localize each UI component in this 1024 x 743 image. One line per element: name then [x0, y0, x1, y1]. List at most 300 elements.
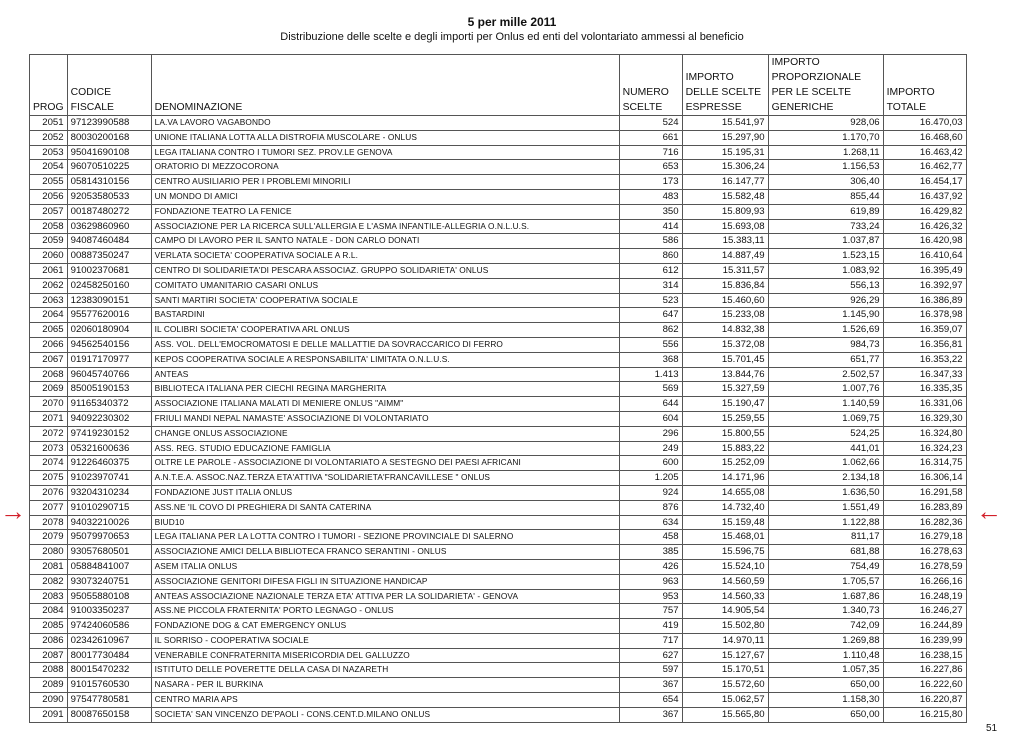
cell-importo-generiche: 306,40 — [768, 175, 883, 190]
header-prog: PROG — [30, 55, 68, 116]
table-row — [30, 308, 967, 323]
cell-codice-fiscale: 93204310234 — [67, 485, 151, 500]
cell-denominazione: SOCIETA' SAN VINCENZO DE'PAOLI - CONS.CENT.D.MILANO ONLUS — [151, 707, 619, 722]
cell-denominazione: CAMPO DI LAVORO PER IL SANTO NATALE - DON CARLO DONATI — [151, 234, 619, 249]
cell-importo-espresse: 15.883,22 — [682, 441, 768, 456]
cell-importo-totale: 16.266,16 — [883, 574, 966, 589]
cell-numero-scelte: 597 — [619, 663, 682, 678]
cell-prog: 2082 — [30, 574, 68, 589]
table-row — [30, 116, 967, 131]
document-title: 5 per mille 2011 — [467, 15, 557, 29]
table-row — [30, 323, 967, 338]
cell-importo-generiche: 754,49 — [768, 559, 883, 574]
cell-prog: 2066 — [30, 337, 68, 352]
cell-codice-fiscale: 05321600636 — [67, 441, 151, 456]
cell-importo-generiche: 1.057,35 — [768, 663, 883, 678]
cell-codice-fiscale: 02458250160 — [67, 278, 151, 293]
table-row — [30, 130, 967, 145]
table-row — [30, 530, 967, 545]
cell-prog: 2071 — [30, 411, 68, 426]
table-row — [30, 426, 967, 441]
cell-numero-scelte: 296 — [619, 426, 682, 441]
cell-importo-generiche: 441,01 — [768, 441, 883, 456]
cell-numero-scelte: 569 — [619, 382, 682, 397]
header-denominazione: DENOMINAZIONE — [151, 55, 619, 116]
cell-denominazione: CENTRO DI SOLIDARIETA'DI PESCARA ASSOCIAZ. GRUPPO SOLIDARIETA' ONLUS — [151, 263, 619, 278]
cell-denominazione: BASTARDINI — [151, 308, 619, 323]
table-row — [30, 189, 967, 204]
cell-importo-espresse: 15.383,11 — [682, 234, 768, 249]
cell-codice-fiscale: 91002370681 — [67, 263, 151, 278]
cell-denominazione: A.N.T.E.A. ASSOC.NAZ.TERZA ETA'ATTIVA "SOLIDARIETA'FRANCAVILLESE " ONLUS — [151, 471, 619, 486]
cell-importo-espresse: 14.560,59 — [682, 574, 768, 589]
cell-importo-generiche: 1.062,66 — [768, 456, 883, 471]
cell-numero-scelte: 647 — [619, 308, 682, 323]
cell-numero-scelte: 612 — [619, 263, 682, 278]
header-numero-scelte: NUMERO SCELTE — [619, 55, 682, 116]
cell-importo-espresse: 14.832,38 — [682, 323, 768, 338]
cell-denominazione: CENTRO AUSILIARIO PER I PROBLEMI MINORILI — [151, 175, 619, 190]
cell-numero-scelte: 367 — [619, 678, 682, 693]
cell-denominazione: ASSOCIAZIONE GENITORI DIFESA FIGLI IN SITUAZIONE HANDICAP — [151, 574, 619, 589]
table-row — [30, 352, 967, 367]
cell-numero-scelte: 757 — [619, 604, 682, 619]
cell-numero-scelte: 963 — [619, 574, 682, 589]
cell-importo-generiche: 651,77 — [768, 352, 883, 367]
cell-denominazione: SANTI MARTIRI SOCIETA' COOPERATIVA SOCIALE — [151, 293, 619, 308]
cell-importo-generiche: 1.122,88 — [768, 515, 883, 530]
cell-importo-totale: 16.238,15 — [883, 648, 966, 663]
cell-importo-espresse: 15.297,90 — [682, 130, 768, 145]
cell-numero-scelte: 661 — [619, 130, 682, 145]
table-row — [30, 693, 967, 708]
cell-denominazione: ANTEAS — [151, 367, 619, 382]
cell-codice-fiscale: 05814310156 — [67, 175, 151, 190]
cell-codice-fiscale: 97419230152 — [67, 426, 151, 441]
cell-prog: 2084 — [30, 604, 68, 619]
table-row — [30, 574, 967, 589]
cell-denominazione: VENERABILE CONFRATERNITA MISERICORDIA DEL GALLUZZO — [151, 648, 619, 663]
table-row — [30, 145, 967, 160]
cell-prog: 2081 — [30, 559, 68, 574]
cell-codice-fiscale: 02342610967 — [67, 633, 151, 648]
cell-codice-fiscale: 85005190153 — [67, 382, 151, 397]
cell-importo-totale: 16.324,23 — [883, 441, 966, 456]
cell-importo-espresse: 15.372,08 — [682, 337, 768, 352]
cell-prog: 2062 — [30, 278, 68, 293]
cell-prog: 2073 — [30, 441, 68, 456]
table-row — [30, 515, 967, 530]
cell-importo-totale: 16.347,33 — [883, 367, 966, 382]
cell-prog: 2051 — [30, 116, 68, 131]
cell-importo-espresse: 15.468,01 — [682, 530, 768, 545]
cell-importo-generiche: 928,06 — [768, 116, 883, 131]
cell-prog: 2054 — [30, 160, 68, 175]
cell-importo-espresse: 15.502,80 — [682, 619, 768, 634]
cell-numero-scelte: 419 — [619, 619, 682, 634]
cell-importo-totale: 16.426,32 — [883, 219, 966, 234]
table-row — [30, 249, 967, 264]
cell-prog: 2061 — [30, 263, 68, 278]
cell-prog: 2091 — [30, 707, 68, 722]
cell-numero-scelte: 556 — [619, 337, 682, 352]
cell-codice-fiscale: 91165340372 — [67, 397, 151, 412]
cell-importo-espresse: 15.062,57 — [682, 693, 768, 708]
cell-importo-totale: 16.279,18 — [883, 530, 966, 545]
cell-importo-espresse: 15.460,60 — [682, 293, 768, 308]
cell-importo-espresse: 14.732,40 — [682, 500, 768, 515]
cell-importo-generiche: 619,89 — [768, 204, 883, 219]
cell-importo-generiche: 926,29 — [768, 293, 883, 308]
cell-codice-fiscale: 05884841007 — [67, 559, 151, 574]
cell-numero-scelte: 862 — [619, 323, 682, 338]
cell-denominazione: BIBLIOTECA ITALIANA PER CIECHI REGINA MARGHERITA — [151, 382, 619, 397]
cell-importo-totale: 16.359,07 — [883, 323, 966, 338]
cell-denominazione: ASS. VOL. DELL'EMOCROMATOSI E DELLE MALLATTIE DA SOVRACCARICO DI FERRO — [151, 337, 619, 352]
cell-codice-fiscale: 80087650158 — [67, 707, 151, 722]
cell-numero-scelte: 716 — [619, 145, 682, 160]
cell-importo-espresse: 15.170,51 — [682, 663, 768, 678]
cell-codice-fiscale: 94562540156 — [67, 337, 151, 352]
table-row — [30, 707, 967, 722]
cell-prog: 2088 — [30, 663, 68, 678]
arrow-left-icon: ← — [976, 496, 1002, 526]
cell-importo-generiche: 1.069,75 — [768, 411, 883, 426]
cell-prog: 2075 — [30, 471, 68, 486]
cell-prog: 2079 — [30, 530, 68, 545]
cell-importo-totale: 16.437,92 — [883, 189, 966, 204]
cell-codice-fiscale: 95079970653 — [67, 530, 151, 545]
table-row — [30, 160, 967, 175]
cell-importo-espresse: 16.147,77 — [682, 175, 768, 190]
table-row — [30, 382, 967, 397]
cell-importo-totale: 16.420,98 — [883, 234, 966, 249]
cell-numero-scelte: 653 — [619, 160, 682, 175]
cell-importo-totale: 16.353,22 — [883, 352, 966, 367]
cell-importo-espresse: 14.655,08 — [682, 485, 768, 500]
cell-numero-scelte: 350 — [619, 204, 682, 219]
cell-importo-totale: 16.306,14 — [883, 471, 966, 486]
cell-codice-fiscale: 01917170977 — [67, 352, 151, 367]
table-body — [30, 116, 967, 723]
cell-numero-scelte: 426 — [619, 559, 682, 574]
cell-numero-scelte: 524 — [619, 116, 682, 131]
cell-codice-fiscale: 80017730484 — [67, 648, 151, 663]
cell-numero-scelte: 314 — [619, 278, 682, 293]
cell-codice-fiscale: 12383090151 — [67, 293, 151, 308]
cell-denominazione: BIUD10 — [151, 515, 619, 530]
cell-prog: 2080 — [30, 545, 68, 560]
cell-importo-espresse: 15.541,97 — [682, 116, 768, 131]
cell-importo-generiche: 1.340,73 — [768, 604, 883, 619]
cell-importo-generiche: 811,17 — [768, 530, 883, 545]
cell-importo-generiche: 1.268,11 — [768, 145, 883, 160]
cell-denominazione: UNIONE ITALIANA LOTTA ALLA DISTROFIA MUSCOLARE - ONLUS — [151, 130, 619, 145]
cell-prog: 2060 — [30, 249, 68, 264]
cell-codice-fiscale: 00187480272 — [67, 204, 151, 219]
cell-importo-totale: 16.378,98 — [883, 308, 966, 323]
cell-numero-scelte: 627 — [619, 648, 682, 663]
table-row — [30, 663, 967, 678]
cell-importo-espresse: 15.596,75 — [682, 545, 768, 560]
cell-importo-totale: 16.248,19 — [883, 589, 966, 604]
cell-prog: 2085 — [30, 619, 68, 634]
cell-denominazione: FONDAZIONE TEATRO LA FENICE — [151, 204, 619, 219]
cell-prog: 2059 — [30, 234, 68, 249]
cell-denominazione: CENTRO MARIA APS — [151, 693, 619, 708]
table-row — [30, 500, 967, 515]
cell-importo-generiche: 1.170,70 — [768, 130, 883, 145]
cell-importo-generiche: 1.140,59 — [768, 397, 883, 412]
cell-importo-espresse: 14.905,54 — [682, 604, 768, 619]
cell-prog: 2067 — [30, 352, 68, 367]
table-row — [30, 604, 967, 619]
cell-codice-fiscale: 93073240751 — [67, 574, 151, 589]
cell-numero-scelte: 368 — [619, 352, 682, 367]
cell-numero-scelte: 173 — [619, 175, 682, 190]
cell-denominazione: UN MONDO DI AMICI — [151, 189, 619, 204]
cell-importo-totale: 16.239,99 — [883, 633, 966, 648]
cell-importo-totale: 16.468,60 — [883, 130, 966, 145]
cell-denominazione: LA.VA LAVORO VAGABONDO — [151, 116, 619, 131]
cell-importo-totale: 16.429,82 — [883, 204, 966, 219]
cell-importo-generiche: 1.551,49 — [768, 500, 883, 515]
cell-numero-scelte: 367 — [619, 707, 682, 722]
cell-prog: 2058 — [30, 219, 68, 234]
cell-importo-espresse: 15.572,60 — [682, 678, 768, 693]
cell-importo-totale: 16.331,06 — [883, 397, 966, 412]
table-row — [30, 234, 967, 249]
cell-numero-scelte: 458 — [619, 530, 682, 545]
cell-importo-totale: 16.395,49 — [883, 263, 966, 278]
cell-prog: 2065 — [30, 323, 68, 338]
cell-importo-totale: 16.324,80 — [883, 426, 966, 441]
cell-denominazione: ASS. REG. STUDIO EDUCAZIONE FAMIGLIA — [151, 441, 619, 456]
cell-importo-espresse: 14.560,33 — [682, 589, 768, 604]
cell-importo-espresse: 15.233,08 — [682, 308, 768, 323]
cell-importo-totale: 16.215,80 — [883, 707, 966, 722]
cell-numero-scelte: 1.205 — [619, 471, 682, 486]
cell-importo-espresse: 15.127,67 — [682, 648, 768, 663]
cell-importo-totale: 16.278,63 — [883, 545, 966, 560]
cell-numero-scelte: 414 — [619, 219, 682, 234]
cell-denominazione: ASS.NE PICCOLA FRATERNITA' PORTO LEGNAGO - ONLUS — [151, 604, 619, 619]
cell-denominazione: ASS.NE 'IL COVO DI PREGHIERA DI SANTA CATERINA — [151, 500, 619, 515]
cell-importo-totale: 16.335,35 — [883, 382, 966, 397]
cell-codice-fiscale: 93057680501 — [67, 545, 151, 560]
cell-codice-fiscale: 97123990588 — [67, 116, 151, 131]
cell-codice-fiscale: 94032210026 — [67, 515, 151, 530]
table-row — [30, 545, 967, 560]
cell-numero-scelte: 717 — [619, 633, 682, 648]
cell-denominazione: ISTITUTO DELLE POVERETTE DELLA CASA DI NAZARETH — [151, 663, 619, 678]
cell-denominazione: CHANGE ONLUS ASSOCIAZIONE — [151, 426, 619, 441]
cell-codice-fiscale: 80030200168 — [67, 130, 151, 145]
cell-prog: 2083 — [30, 589, 68, 604]
cell-importo-generiche: 1.007,76 — [768, 382, 883, 397]
table-row — [30, 204, 967, 219]
cell-codice-fiscale: 94087460484 — [67, 234, 151, 249]
cell-importo-generiche: 984,73 — [768, 337, 883, 352]
cell-importo-espresse: 15.306,24 — [682, 160, 768, 175]
cell-importo-generiche: 2.502,57 — [768, 367, 883, 382]
cell-numero-scelte: 600 — [619, 456, 682, 471]
cell-prog: 2053 — [30, 145, 68, 160]
cell-importo-generiche: 742,09 — [768, 619, 883, 634]
cell-numero-scelte: 953 — [619, 589, 682, 604]
cell-denominazione: OLTRE LE PAROLE - ASSOCIAZIONE DI VOLONTARIATO A SESTEGNO DEI PAESI AFRICANI — [151, 456, 619, 471]
cell-importo-generiche: 2.134,18 — [768, 471, 883, 486]
cell-importo-generiche: 1.705,57 — [768, 574, 883, 589]
header-codice-fiscale: CODICE FISCALE — [67, 55, 151, 116]
cell-codice-fiscale: 91226460375 — [67, 456, 151, 471]
cell-denominazione: VERLATA SOCIETA' COOPERATIVA SOCIALE A R.L. — [151, 249, 619, 264]
cell-importo-espresse: 15.252,09 — [682, 456, 768, 471]
cell-importo-espresse: 13.844,76 — [682, 367, 768, 382]
cell-importo-espresse: 15.311,57 — [682, 263, 768, 278]
cell-denominazione: IL SORRISO - COOPERATIVA SOCIALE — [151, 633, 619, 648]
cell-codice-fiscale: 95055880108 — [67, 589, 151, 604]
table-row — [30, 648, 967, 663]
cell-prog: 2078 — [30, 515, 68, 530]
cell-importo-generiche: 1.526,69 — [768, 323, 883, 338]
document-subtitle: Distribuzione delle scelte e degli importi per Onlus ed enti del volontariato ammessi al beneficio — [280, 31, 744, 43]
cell-importo-totale: 16.386,89 — [883, 293, 966, 308]
cell-denominazione: KEPOS COOPERATIVA SOCIALE A RESPONSABILITA' LIMITATA O.N.L.U.S. — [151, 352, 619, 367]
cell-codice-fiscale: 96070510225 — [67, 160, 151, 175]
cell-prog: 2057 — [30, 204, 68, 219]
cell-numero-scelte: 634 — [619, 515, 682, 530]
cell-importo-generiche: 1.110,48 — [768, 648, 883, 663]
cell-importo-totale: 16.246,27 — [883, 604, 966, 619]
header-importo-totale: IMPORTO TOTALE — [883, 55, 966, 116]
cell-prog: 2069 — [30, 382, 68, 397]
page-number: 51 — [986, 723, 998, 734]
cell-importo-espresse: 15.565,80 — [682, 707, 768, 722]
cell-prog: 2077 — [30, 500, 68, 515]
cell-importo-totale: 16.278,59 — [883, 559, 966, 574]
cell-numero-scelte: 604 — [619, 411, 682, 426]
cell-codice-fiscale: 03629860960 — [67, 219, 151, 234]
cell-denominazione: COMITATO UMANITARIO CASARI ONLUS — [151, 278, 619, 293]
cell-importo-totale: 16.470,03 — [883, 116, 966, 131]
cell-prog: 2055 — [30, 175, 68, 190]
cell-importo-totale: 16.356,81 — [883, 337, 966, 352]
cell-importo-totale: 16.410,64 — [883, 249, 966, 264]
table-row — [30, 411, 967, 426]
cell-importo-espresse: 15.159,48 — [682, 515, 768, 530]
cell-importo-generiche: 1.156,53 — [768, 160, 883, 175]
cell-codice-fiscale: 91010290715 — [67, 500, 151, 515]
cell-importo-generiche: 1.158,30 — [768, 693, 883, 708]
cell-codice-fiscale: 94092230302 — [67, 411, 151, 426]
cell-prog: 2070 — [30, 397, 68, 412]
cell-numero-scelte: 483 — [619, 189, 682, 204]
cell-codice-fiscale: 91015760530 — [67, 678, 151, 693]
cell-prog: 2089 — [30, 678, 68, 693]
table-row — [30, 619, 967, 634]
cell-denominazione: LEGA ITALIANA CONTRO I TUMORI SEZ. PROV.LE GENOVA — [151, 145, 619, 160]
cell-importo-totale: 16.222,60 — [883, 678, 966, 693]
table-row — [30, 397, 967, 412]
cell-importo-totale: 16.454,17 — [883, 175, 966, 190]
table-row — [30, 367, 967, 382]
cell-codice-fiscale: 91003350237 — [67, 604, 151, 619]
cell-importo-totale: 16.463,42 — [883, 145, 966, 160]
cell-importo-totale: 16.244,89 — [883, 619, 966, 634]
cell-importo-totale: 16.283,89 — [883, 500, 966, 515]
cell-denominazione: IL COLIBRI SOCIETA' COOPERATIVA ARL ONLUS — [151, 323, 619, 338]
cell-codice-fiscale: 96045740766 — [67, 367, 151, 382]
cell-importo-generiche: 1.636,50 — [768, 485, 883, 500]
cell-prog: 2072 — [30, 426, 68, 441]
table-row — [30, 559, 967, 574]
cell-codice-fiscale: 97547780581 — [67, 693, 151, 708]
cell-importo-generiche: 855,44 — [768, 189, 883, 204]
cell-importo-generiche: 733,24 — [768, 219, 883, 234]
cell-importo-generiche: 1.687,86 — [768, 589, 883, 604]
cell-importo-totale: 16.462,77 — [883, 160, 966, 175]
table-row — [30, 219, 967, 234]
table-row — [30, 278, 967, 293]
cell-importo-totale: 16.329,30 — [883, 411, 966, 426]
table-header-row — [30, 55, 967, 116]
cell-denominazione: NASARA - PER IL BURKINA — [151, 678, 619, 693]
cell-codice-fiscale: 80015470232 — [67, 663, 151, 678]
cell-importo-totale: 16.282,36 — [883, 515, 966, 530]
cell-importo-espresse: 14.887,49 — [682, 249, 768, 264]
cell-importo-generiche: 1.145,90 — [768, 308, 883, 323]
table-row — [30, 263, 967, 278]
cell-codice-fiscale: 00887350247 — [67, 249, 151, 264]
cell-importo-espresse: 14.970,11 — [682, 633, 768, 648]
table-row — [30, 485, 967, 500]
cell-codice-fiscale: 02060180904 — [67, 323, 151, 338]
table-row — [30, 441, 967, 456]
header-importo-proporzionale: IMPORTO PROPORZIONALE PER LE SCELTE GENERICHE — [768, 55, 883, 116]
cell-denominazione: FONDAZIONE JUST ITALIA ONLUS — [151, 485, 619, 500]
table-row — [30, 471, 967, 486]
cell-denominazione: FRIULI MANDI NEPAL NAMASTE' ASSOCIAZIONE DI VOLONTARIATO — [151, 411, 619, 426]
cell-numero-scelte: 523 — [619, 293, 682, 308]
cell-numero-scelte: 860 — [619, 249, 682, 264]
cell-importo-totale: 16.291,58 — [883, 485, 966, 500]
cell-importo-espresse: 15.524,10 — [682, 559, 768, 574]
cell-importo-totale: 16.392,97 — [883, 278, 966, 293]
cell-importo-generiche: 650,00 — [768, 707, 883, 722]
cell-denominazione: FONDAZIONE DOG & CAT EMERGENCY ONLUS — [151, 619, 619, 634]
cell-denominazione: LEGA ITALIANA PER LA LOTTA CONTRO I TUMORI - SEZIONE PROVINCIALE DI SALERNO — [151, 530, 619, 545]
table-row — [30, 678, 967, 693]
cell-denominazione: ASSOCIAZIONE PER LA RICERCA SULL'ALLERGIA E L'ASMA INFANTILE-ALLEGRIA O.N.L.U.S. — [151, 219, 619, 234]
cell-importo-generiche: 1.083,92 — [768, 263, 883, 278]
cell-importo-generiche: 524,25 — [768, 426, 883, 441]
cell-denominazione: ORATORIO DI MEZZOCORONA — [151, 160, 619, 175]
cell-importo-totale: 16.227,86 — [883, 663, 966, 678]
cell-importo-espresse: 15.800,55 — [682, 426, 768, 441]
cell-prog: 2090 — [30, 693, 68, 708]
cell-importo-espresse: 15.582,48 — [682, 189, 768, 204]
cell-numero-scelte: 644 — [619, 397, 682, 412]
cell-importo-espresse: 15.327,59 — [682, 382, 768, 397]
cell-codice-fiscale: 92053580533 — [67, 189, 151, 204]
cell-numero-scelte: 1.413 — [619, 367, 682, 382]
cell-codice-fiscale: 95041690108 — [67, 145, 151, 160]
cell-importo-espresse: 15.190,47 — [682, 397, 768, 412]
table-row — [30, 589, 967, 604]
cell-prog: 2076 — [30, 485, 68, 500]
cell-numero-scelte: 385 — [619, 545, 682, 560]
